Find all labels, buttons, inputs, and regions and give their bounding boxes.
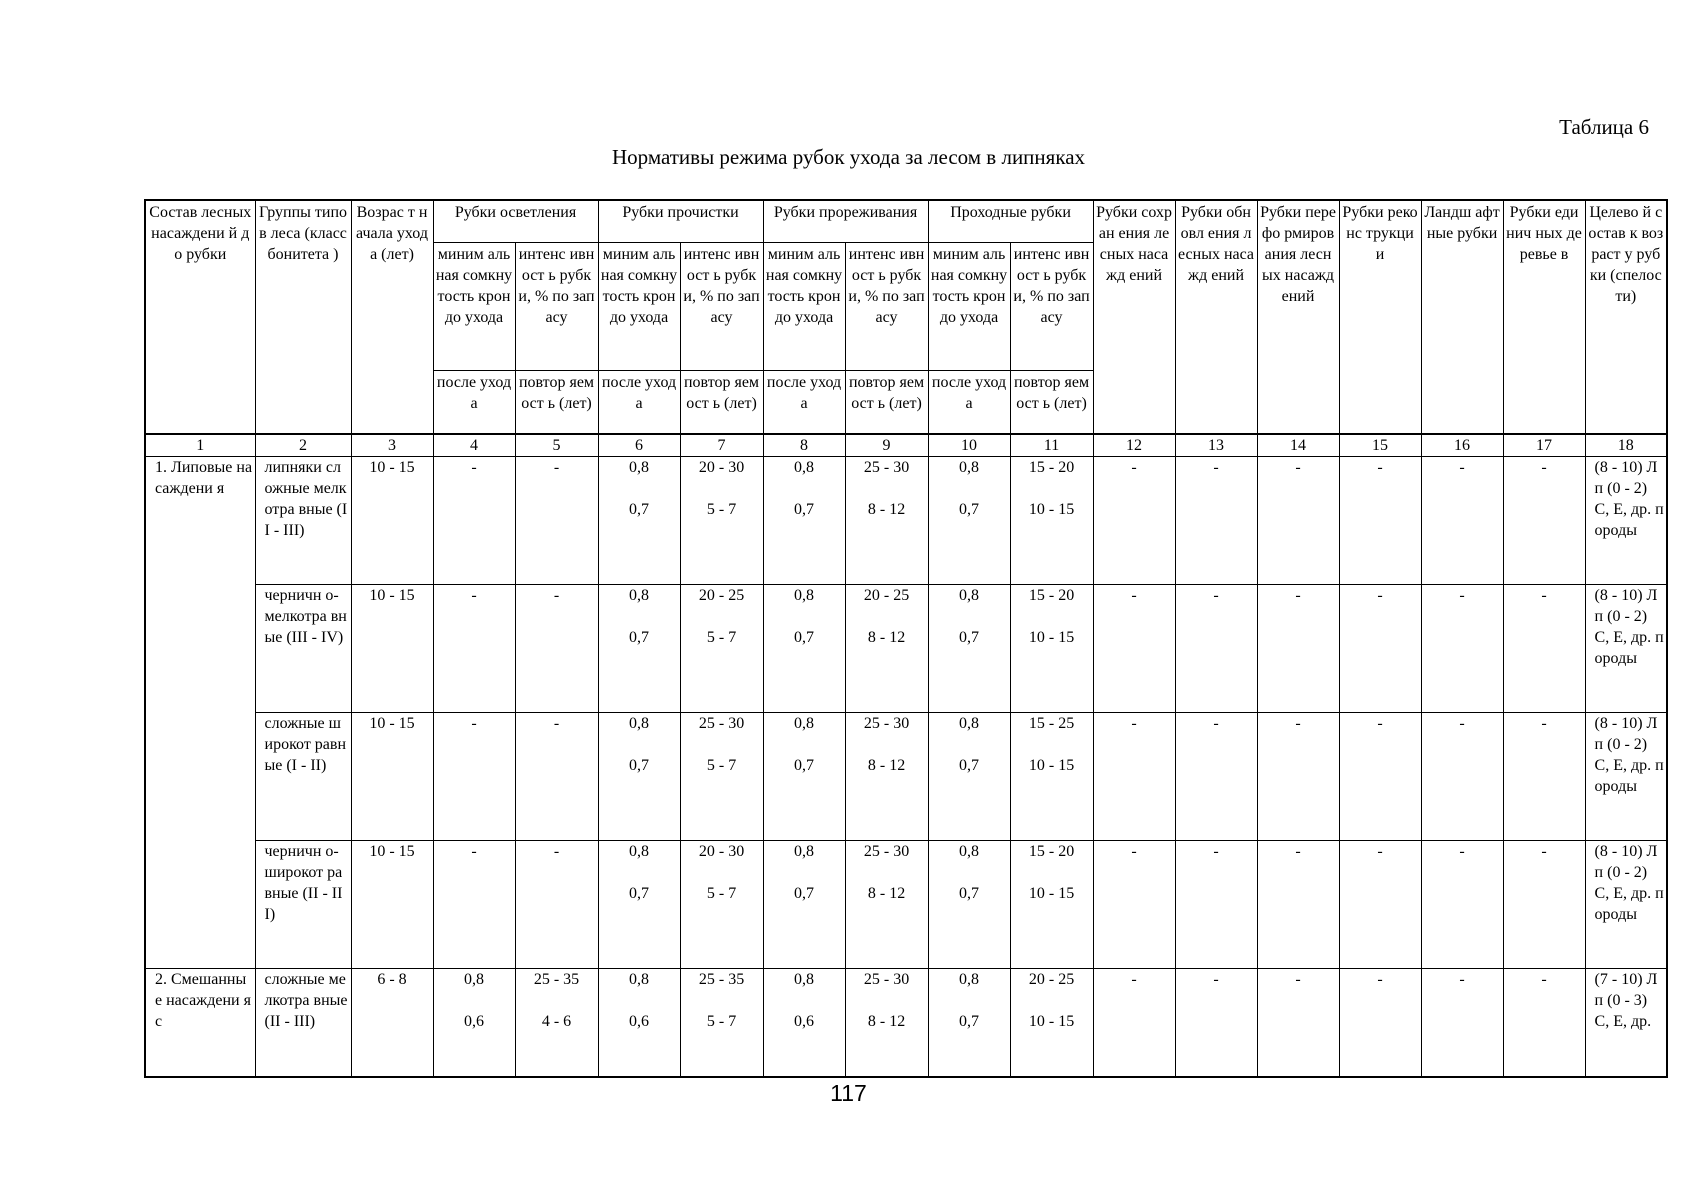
- col-number: 17: [1503, 434, 1585, 457]
- osv-min-cell: [433, 841, 515, 969]
- value-intensity: 15 - 20: [1028, 459, 1075, 476]
- header-proch-after: после ухода: [598, 370, 680, 434]
- prohod-int-cell: [1010, 457, 1093, 585]
- header-group-prochistki: Рубки прочистки: [598, 200, 763, 242]
- value-after: 0,6: [629, 1013, 650, 1030]
- value-repeat: 8 - 12: [867, 885, 906, 902]
- col-number: 16: [1421, 434, 1503, 457]
- value-repeat: 8 - 12: [867, 1013, 906, 1030]
- value-repeat: 5 - 7: [706, 501, 737, 518]
- forest-type-cell: сложные мелкотра вные (II - III): [255, 969, 351, 1077]
- col16-cell: -: [1421, 713, 1503, 841]
- header-start-age: Возрас т начала ухода (лет): [351, 200, 433, 434]
- osv-int-cell: [515, 585, 598, 713]
- table-row: [145, 585, 1667, 713]
- value-intensity: 25 - 30: [698, 715, 745, 732]
- col-number: 14: [1257, 434, 1339, 457]
- header-prorezh-int: интенс ивност ь рубки, % по запасу: [845, 242, 928, 370]
- col-number: 2: [255, 434, 351, 457]
- prorezh-min-cell: [763, 969, 845, 1077]
- header-composition: Состав лесных насаждени й до рубки: [145, 200, 255, 434]
- composition-cell: 1. Липовые насаждени я: [145, 457, 255, 969]
- page-number: 117: [830, 1080, 867, 1106]
- value-before: 0,8: [794, 843, 815, 860]
- value-repeat: 8 - 12: [867, 629, 906, 646]
- prohod-int-cell: [1010, 585, 1093, 713]
- value-before: 0,8: [629, 459, 650, 476]
- column-number-row: [145, 434, 1667, 457]
- value-before: -: [471, 843, 477, 860]
- header-proch-min: миним альная сомкну тость крон до ухода: [598, 242, 680, 370]
- composition-cell: 2. Смешанны е насаждени я с: [145, 969, 255, 1077]
- prorezh-min-cell: [763, 713, 845, 841]
- col-number: 3: [351, 434, 433, 457]
- col14-cell: -: [1257, 713, 1339, 841]
- col15-cell: -: [1339, 457, 1421, 585]
- value-after: 0,7: [629, 501, 650, 518]
- prorezh-int-cell: [845, 969, 928, 1077]
- value-before: 0,8: [794, 715, 815, 732]
- col-number: 18: [1585, 434, 1667, 457]
- prohod-int-cell: [1010, 969, 1093, 1077]
- value-repeat: 4 - 6: [541, 1013, 572, 1030]
- col12-cell: -: [1093, 713, 1175, 841]
- proch-min-cell: [598, 457, 680, 585]
- age-cell: 6 - 8: [351, 969, 433, 1077]
- prohod-min-cell: [928, 969, 1010, 1077]
- value-before: 0,8: [464, 971, 484, 988]
- header-group-prorezhivaniya: Рубки прореживания: [763, 200, 928, 242]
- header-forest-type: Группы типов леса (класс бонитета ): [255, 200, 351, 434]
- col14-cell: -: [1257, 585, 1339, 713]
- col17-cell: -: [1503, 457, 1585, 585]
- col13-cell: -: [1175, 457, 1257, 585]
- value-repeat: 5 - 7: [706, 885, 737, 902]
- value-intensity: -: [553, 715, 560, 732]
- col12-cell: -: [1093, 457, 1175, 585]
- header-group-prohodnye: Проходные рубки: [928, 200, 1093, 242]
- osv-int-cell: [515, 713, 598, 841]
- header-col-16: Ландш афтные рубки: [1421, 200, 1503, 434]
- osv-min-cell: [433, 457, 515, 585]
- value-before: 0,8: [794, 971, 815, 988]
- value-before: 0,8: [959, 715, 980, 732]
- col12-cell: -: [1093, 585, 1175, 713]
- header-prohod-min: миним альная сомкну тость крон до ухода: [928, 242, 1010, 370]
- col14-cell: -: [1257, 841, 1339, 969]
- value-after: 0,7: [629, 629, 650, 646]
- value-repeat: 10 - 15: [1028, 885, 1075, 902]
- value-before: -: [471, 459, 477, 476]
- value-after: 0,7: [794, 629, 815, 646]
- value-before: 0,8: [629, 971, 650, 988]
- col17-cell: -: [1503, 841, 1585, 969]
- col15-cell: -: [1339, 969, 1421, 1077]
- header-col-14: Рубки перефо рмиров ания лесных насажд ений: [1257, 200, 1339, 434]
- osv-min-cell: [433, 969, 515, 1077]
- col15-cell: -: [1339, 713, 1421, 841]
- header-prorezh-after: после ухода: [763, 370, 845, 434]
- prohod-min-cell: [928, 585, 1010, 713]
- value-before: 0,8: [959, 843, 980, 860]
- col12-cell: -: [1093, 969, 1175, 1077]
- value-after: 0,7: [959, 885, 980, 902]
- header-prohod-repeat: повтор яемост ь (лет): [1010, 370, 1093, 434]
- value-intensity: 25 - 35: [698, 971, 745, 988]
- header-prorezh-min: миним альная сомкну тость крон до ухода: [763, 242, 845, 370]
- proch-min-cell: [598, 585, 680, 713]
- value-intensity: -: [553, 843, 560, 860]
- value-before: 0,8: [794, 459, 815, 476]
- target-composition-cell: (8 - 10) Лп (0 - 2) С, Е, др. породы: [1585, 585, 1667, 713]
- col17-cell: -: [1503, 585, 1585, 713]
- header-col-18: Целево й состав к возраст у рубки (спелос ти): [1585, 200, 1667, 434]
- forest-type-cell: липняки сложные мелкотра вные (II - III): [255, 457, 351, 585]
- osv-min-cell: [433, 713, 515, 841]
- value-repeat: 5 - 7: [706, 629, 737, 646]
- forest-type-cell: сложные широкот равные (I - II): [255, 713, 351, 841]
- col16-cell: -: [1421, 841, 1503, 969]
- col-number: 1: [145, 434, 255, 457]
- table-row: [145, 457, 1667, 585]
- value-repeat: 10 - 15: [1028, 1013, 1075, 1030]
- value-before: -: [471, 587, 477, 604]
- value-repeat: 5 - 7: [706, 757, 737, 774]
- value-repeat: 8 - 12: [867, 501, 906, 518]
- target-composition-cell: (8 - 10) Лп (0 - 2) С, Е, др. породы: [1585, 841, 1667, 969]
- value-after: 0,6: [464, 1013, 484, 1030]
- value-intensity: 15 - 20: [1028, 587, 1075, 604]
- value-repeat: 10 - 15: [1028, 501, 1075, 518]
- col-number: 5: [515, 434, 598, 457]
- table-row: [145, 969, 1667, 1077]
- prorezh-int-cell: [845, 841, 928, 969]
- proch-int-cell: [680, 841, 763, 969]
- value-before: 0,8: [959, 459, 980, 476]
- header-osv-after: после ухода: [433, 370, 515, 434]
- header-row-1: [145, 200, 1667, 242]
- age-cell: 10 - 15: [351, 457, 433, 585]
- col13-cell: -: [1175, 841, 1257, 969]
- value-after: 0,7: [794, 501, 815, 518]
- value-intensity: 20 - 25: [1028, 971, 1075, 988]
- norms-table: [144, 199, 1668, 1078]
- col15-cell: -: [1339, 585, 1421, 713]
- prorezh-min-cell: [763, 457, 845, 585]
- prohod-int-cell: [1010, 841, 1093, 969]
- osv-min-cell: [433, 585, 515, 713]
- target-composition-cell: (8 - 10) Лп (0 - 2) С, Е, др. породы: [1585, 713, 1667, 841]
- header-proch-repeat: повтор яемост ь (лет): [680, 370, 763, 434]
- col17-cell: -: [1503, 969, 1585, 1077]
- value-after: 0,7: [959, 757, 980, 774]
- value-intensity: 20 - 25: [863, 587, 910, 604]
- proch-int-cell: [680, 457, 763, 585]
- value-repeat: 10 - 15: [1028, 757, 1075, 774]
- prohod-min-cell: [928, 841, 1010, 969]
- col-number: 8: [763, 434, 845, 457]
- value-intensity: -: [553, 459, 560, 476]
- osv-int-cell: [515, 969, 598, 1077]
- header-prorezh-repeat: повтор яемост ь (лет): [845, 370, 928, 434]
- header-col-12: Рубки сохран ения лесных насажд ений: [1093, 200, 1175, 434]
- proch-min-cell: [598, 969, 680, 1077]
- proch-int-cell: [680, 713, 763, 841]
- value-after: 0,7: [794, 757, 815, 774]
- value-after: 0,7: [629, 757, 650, 774]
- prorezh-int-cell: [845, 585, 928, 713]
- age-cell: 10 - 15: [351, 585, 433, 713]
- forest-type-cell: черничн о- мелкотра вные (III - IV): [255, 585, 351, 713]
- col17-cell: -: [1503, 713, 1585, 841]
- header-prohod-int: интенс ивност ь рубки, % по запасу: [1010, 242, 1093, 370]
- osv-int-cell: [515, 841, 598, 969]
- value-after: 0,7: [959, 629, 980, 646]
- proch-min-cell: [598, 841, 680, 969]
- value-intensity: 25 - 30: [863, 843, 910, 860]
- value-after: 0,7: [794, 885, 815, 902]
- value-before: -: [471, 715, 477, 732]
- value-after: 0,7: [959, 1013, 980, 1030]
- value-intensity: 15 - 25: [1028, 715, 1075, 732]
- value-before: 0,8: [629, 587, 650, 604]
- col14-cell: -: [1257, 457, 1339, 585]
- col-number: 7: [680, 434, 763, 457]
- col-number: 13: [1175, 434, 1257, 457]
- value-before: 0,8: [959, 587, 980, 604]
- prorezh-int-cell: [845, 457, 928, 585]
- value-intensity: 25 - 35: [533, 971, 580, 988]
- header-col-17: Рубки единич ных деревье в: [1503, 200, 1585, 434]
- col16-cell: -: [1421, 969, 1503, 1077]
- target-composition-cell: (8 - 10) Лп (0 - 2) С, Е, др. породы: [1585, 457, 1667, 585]
- value-intensity: 20 - 30: [698, 843, 745, 860]
- proch-int-cell: [680, 969, 763, 1077]
- header-proch-int: интенс ивност ь рубки, % по запасу: [680, 242, 763, 370]
- value-intensity: 20 - 30: [698, 459, 745, 476]
- proch-min-cell: [598, 713, 680, 841]
- table-label: Таблица 6: [1559, 115, 1649, 139]
- age-cell: 10 - 15: [351, 841, 433, 969]
- value-before: 0,8: [629, 843, 650, 860]
- value-after: 0,6: [794, 1013, 815, 1030]
- prorezh-int-cell: [845, 713, 928, 841]
- value-repeat: 5 - 7: [706, 1013, 737, 1030]
- page-title: Нормативы режима рубок ухода за лесом в липняках: [611, 145, 1086, 169]
- col12-cell: -: [1093, 841, 1175, 969]
- value-before: 0,8: [629, 715, 650, 732]
- table-row: [145, 713, 1667, 841]
- forest-type-cell: черничн о- широкот равные (II - III): [255, 841, 351, 969]
- col13-cell: -: [1175, 969, 1257, 1077]
- col15-cell: -: [1339, 841, 1421, 969]
- col13-cell: -: [1175, 713, 1257, 841]
- col14-cell: -: [1257, 969, 1339, 1077]
- header-prohod-after: после ухода: [928, 370, 1010, 434]
- header-osv-repeat: повтор яемост ь (лет): [515, 370, 598, 434]
- col-number: 6: [598, 434, 680, 457]
- value-intensity: 15 - 20: [1028, 843, 1075, 860]
- header-col-13: Рубки обновл ения лесных насажд ений: [1175, 200, 1257, 434]
- header-osv-min: миним альная сомкну тость крон до ухода: [433, 242, 515, 370]
- value-before: 0,8: [959, 971, 980, 988]
- target-composition-cell: (7 - 10) Лп (0 - 3) С, Е, др.: [1585, 969, 1667, 1077]
- col-number: 15: [1339, 434, 1421, 457]
- prohod-int-cell: [1010, 713, 1093, 841]
- proch-int-cell: [680, 585, 763, 713]
- value-intensity: -: [553, 587, 560, 604]
- col-number: 11: [1010, 434, 1093, 457]
- value-before: 0,8: [794, 587, 815, 604]
- value-repeat: 8 - 12: [867, 757, 906, 774]
- col16-cell: -: [1421, 457, 1503, 585]
- value-intensity: 25 - 30: [863, 715, 910, 732]
- osv-int-cell: [515, 457, 598, 585]
- header-col-15: Рубки реконс трукци и: [1339, 200, 1421, 434]
- header-group-osvetleniya: Рубки осветления: [433, 200, 598, 242]
- prohod-min-cell: [928, 457, 1010, 585]
- col-number: 4: [433, 434, 515, 457]
- value-after: 0,7: [959, 501, 980, 518]
- age-cell: 10 - 15: [351, 713, 433, 841]
- prorezh-min-cell: [763, 841, 845, 969]
- prorezh-min-cell: [763, 585, 845, 713]
- prohod-min-cell: [928, 713, 1010, 841]
- col13-cell: -: [1175, 585, 1257, 713]
- value-after: 0,7: [629, 885, 650, 902]
- header-osv-int: интенс ивност ь рубки, % по запасу: [515, 242, 598, 370]
- value-intensity: 20 - 25: [698, 587, 745, 604]
- value-repeat: 10 - 15: [1028, 629, 1075, 646]
- col-number: 12: [1093, 434, 1175, 457]
- col-number: 9: [845, 434, 928, 457]
- table-row: [145, 841, 1667, 969]
- value-intensity: 25 - 30: [863, 459, 910, 476]
- value-intensity: 25 - 30: [863, 971, 910, 988]
- col-number: 10: [928, 434, 1010, 457]
- col16-cell: -: [1421, 585, 1503, 713]
